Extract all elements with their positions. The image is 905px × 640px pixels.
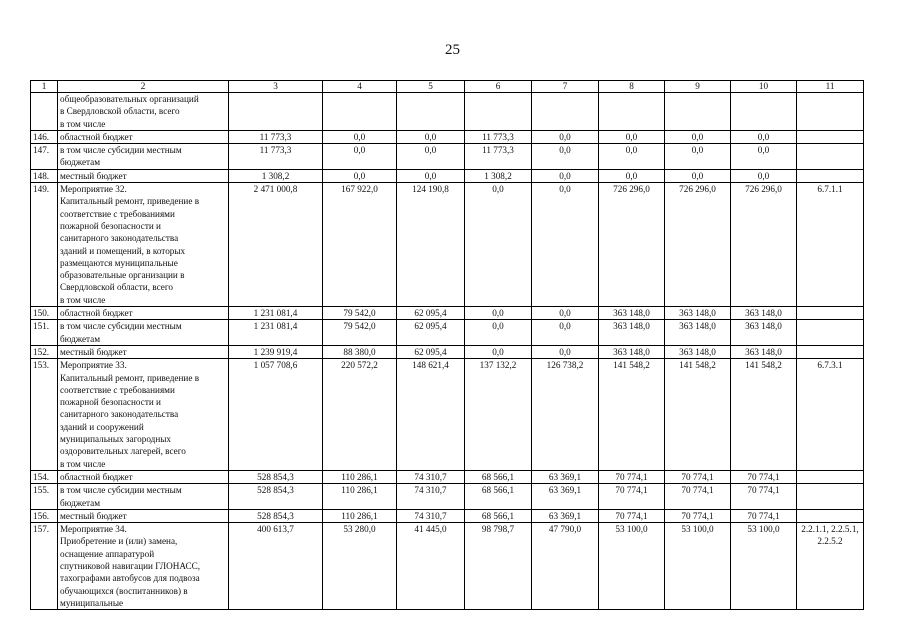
amount-cell: 0,0	[665, 130, 731, 143]
description-line: образовательные организации в	[60, 270, 185, 281]
amount-cell: 68 566,1	[465, 509, 532, 522]
table-row	[31, 509, 864, 522]
amount-cell: 68 566,1	[465, 470, 532, 483]
target-reference	[797, 359, 864, 471]
budget-table	[30, 80, 864, 610]
row-number: 149.	[31, 183, 58, 307]
table-row	[31, 484, 864, 510]
description-line: санитарного законодательства	[60, 233, 179, 244]
row-description	[58, 130, 229, 143]
amount-cell: 0,0	[599, 130, 665, 143]
row-description	[58, 320, 229, 346]
amount-cell: 1 308,2	[465, 169, 532, 182]
amount-cell: 137 132,2	[465, 359, 532, 471]
amount-cell: 74 310,7	[397, 509, 465, 522]
amount-cell: 110 286,1	[323, 470, 397, 483]
description-line: местный бюджет	[60, 170, 127, 181]
amount-cell: 0,0	[465, 307, 532, 320]
description-line: Капитальный ремонт, приведение в	[60, 196, 200, 207]
row-number: 150.	[31, 307, 58, 320]
amount-cell: 2 471 000,8	[229, 183, 323, 307]
amount-cell: 363 148,0	[599, 320, 665, 346]
row-description	[58, 509, 229, 522]
amount-cell: 400 613,7	[229, 523, 323, 610]
description-line: Мероприятие 32.	[60, 184, 127, 195]
description-line: в том числе субсидии местным	[60, 321, 182, 332]
amount-cell	[599, 93, 665, 131]
description-line: муниципальных загородных	[60, 434, 172, 445]
row-description	[58, 359, 229, 471]
table-row	[31, 320, 864, 346]
description-line: Свердловской области, всего	[60, 282, 173, 293]
table-row	[31, 169, 864, 182]
amount-cell: 726 296,0	[665, 183, 731, 307]
row-number: 152.	[31, 345, 58, 358]
amount-cell: 63 369,1	[532, 470, 599, 483]
description-line: Капитальный ремонт, приведение в	[60, 372, 200, 383]
amount-cell: 1 239 919,4	[229, 345, 323, 358]
description-line: Приобретение и (или) замена,	[60, 536, 178, 547]
table-row	[31, 144, 864, 170]
row-description	[58, 169, 229, 182]
description-line: в Свердловской области, всего	[60, 106, 180, 117]
amount-cell: 110 286,1	[323, 509, 397, 522]
description-line: тахографами автобусов для подвоза	[60, 573, 200, 584]
amount-cell: 70 774,1	[731, 484, 797, 510]
description-line: пожарной безопасности и	[60, 220, 161, 231]
amount-cell: 363 148,0	[665, 320, 731, 346]
amount-cell: 167 922,0	[323, 183, 397, 307]
amount-cell: 62 095,4	[397, 345, 465, 358]
amount-cell: 70 774,1	[731, 509, 797, 522]
row-number: 148.	[31, 169, 58, 182]
column-header: 10	[731, 81, 797, 93]
amount-cell: 0,0	[731, 169, 797, 182]
row-number: 147.	[31, 144, 58, 170]
amount-cell: 0,0	[532, 130, 599, 143]
amount-cell: 1 231 081,4	[229, 320, 323, 346]
amount-cell: 141 548,2	[665, 359, 731, 471]
description-line: соответствие с требованиями	[60, 208, 175, 219]
amount-cell: 528 854,3	[229, 470, 323, 483]
amount-cell: 41 445,0	[397, 523, 465, 610]
amount-cell: 363 148,0	[599, 307, 665, 320]
amount-cell: 0,0	[532, 183, 599, 307]
description-line: оснащение аппаратурой	[60, 548, 155, 559]
target-reference	[797, 523, 864, 610]
description-line: оздоровительных лагерей, всего	[60, 446, 186, 457]
amount-cell	[665, 93, 731, 131]
amount-cell: 1 231 081,4	[229, 307, 323, 320]
row-description	[58, 144, 229, 170]
amount-cell: 70 774,1	[599, 509, 665, 522]
amount-cell: 53 100,0	[599, 523, 665, 610]
amount-cell: 53 280,0	[323, 523, 397, 610]
column-header: 9	[665, 81, 731, 93]
amount-cell: 47 790,0	[532, 523, 599, 610]
table-row	[31, 523, 864, 610]
row-description	[58, 183, 229, 307]
amount-cell: 363 148,0	[731, 307, 797, 320]
amount-cell: 79 542,0	[323, 320, 397, 346]
amount-cell: 726 296,0	[599, 183, 665, 307]
amount-cell	[465, 93, 532, 131]
column-header: 4	[323, 81, 397, 93]
description-line: зданий и помещений, в которых	[60, 245, 186, 256]
amount-cell: 363 148,0	[731, 345, 797, 358]
amount-cell: 11 773,3	[465, 130, 532, 143]
description-line: в том числе	[60, 294, 106, 305]
target-reference	[797, 307, 864, 320]
amount-cell: 62 095,4	[397, 307, 465, 320]
column-header: 2	[58, 81, 229, 93]
amount-cell: 53 100,0	[731, 523, 797, 610]
amount-cell: 0,0	[665, 169, 731, 182]
amount-cell: 0,0	[397, 144, 465, 170]
amount-cell: 11 773,3	[229, 130, 323, 143]
description-line: в том числе субсидии местным	[60, 145, 182, 156]
table-row	[31, 307, 864, 320]
description-line: размещаются муниципальные	[60, 257, 178, 268]
amount-cell: 70 774,1	[665, 509, 731, 522]
row-description	[58, 523, 229, 610]
amount-cell: 124 190,8	[397, 183, 465, 307]
description-line: зданий и сооружений	[60, 421, 144, 432]
amount-cell: 62 095,4	[397, 320, 465, 346]
column-header: 5	[397, 81, 465, 93]
amount-cell: 0,0	[323, 130, 397, 143]
amount-cell: 63 369,1	[532, 509, 599, 522]
row-number: 156.	[31, 509, 58, 522]
amount-cell: 70 774,1	[599, 484, 665, 510]
amount-cell: 70 774,1	[665, 484, 731, 510]
table-row	[31, 183, 864, 307]
amount-cell: 11 773,3	[229, 144, 323, 170]
amount-cell: 98 798,7	[465, 523, 532, 610]
target-reference	[797, 345, 864, 358]
description-line: соответствие с требованиями	[60, 384, 175, 395]
amount-cell: 141 548,2	[599, 359, 665, 471]
amount-cell: 0,0	[465, 320, 532, 346]
table-row	[31, 93, 864, 131]
amount-cell: 0,0	[731, 144, 797, 170]
description-line: Мероприятие 34.	[60, 524, 127, 535]
description-line: местный бюджет	[60, 346, 127, 357]
amount-cell: 0,0	[323, 144, 397, 170]
row-number: 151.	[31, 320, 58, 346]
amount-cell	[323, 93, 397, 131]
amount-cell: 53 100,0	[665, 523, 731, 610]
amount-cell: 74 310,7	[397, 470, 465, 483]
amount-cell: 68 566,1	[465, 484, 532, 510]
amount-cell: 0,0	[532, 169, 599, 182]
target-reference	[797, 320, 864, 346]
description-line: бюджетам	[60, 497, 101, 508]
reference-line: 6.7.1.1	[817, 184, 843, 195]
column-header: 11	[797, 81, 864, 93]
description-line: местный бюджет	[60, 510, 127, 521]
amount-cell: 70 774,1	[731, 470, 797, 483]
amount-cell: 363 148,0	[599, 345, 665, 358]
row-description	[58, 307, 229, 320]
description-line: областной бюджет	[60, 131, 133, 142]
amount-cell: 726 296,0	[731, 183, 797, 307]
target-reference	[797, 470, 864, 483]
amount-cell	[397, 93, 465, 131]
amount-cell: 0,0	[397, 169, 465, 182]
amount-cell: 0,0	[599, 144, 665, 170]
amount-cell: 0,0	[599, 169, 665, 182]
target-reference	[797, 484, 864, 510]
description-line: областной бюджет	[60, 471, 133, 482]
amount-cell: 88 380,0	[323, 345, 397, 358]
amount-cell: 148 621,4	[397, 359, 465, 471]
row-number: 146.	[31, 130, 58, 143]
reference-line: 6.7.3.1	[817, 360, 843, 371]
description-line: пожарной безопасности и	[60, 397, 161, 408]
amount-cell: 79 542,0	[323, 307, 397, 320]
column-header: 7	[532, 81, 599, 93]
row-number: 155.	[31, 484, 58, 510]
amount-cell	[532, 93, 599, 131]
table-header-row	[31, 81, 864, 93]
target-reference	[797, 130, 864, 143]
table-row	[31, 470, 864, 483]
description-line: в том числе	[60, 458, 106, 469]
amount-cell: 528 854,3	[229, 484, 323, 510]
amount-cell: 528 854,3	[229, 509, 323, 522]
row-number: 153.	[31, 359, 58, 471]
column-header: 6	[465, 81, 532, 93]
column-header: 1	[31, 81, 58, 93]
amount-cell: 363 148,0	[665, 345, 731, 358]
table-row	[31, 359, 864, 471]
row-number: 157.	[31, 523, 58, 610]
description-line: спутниковой навигации ГЛОНАСС,	[60, 560, 201, 571]
row-description	[58, 345, 229, 358]
row-number: 154.	[31, 470, 58, 483]
target-reference	[797, 509, 864, 522]
description-line: в том числе субсидии местным	[60, 485, 182, 496]
table-row	[31, 130, 864, 143]
row-description	[58, 93, 229, 131]
amount-cell: 141 548,2	[731, 359, 797, 471]
amount-cell: 63 369,1	[532, 484, 599, 510]
column-header: 8	[599, 81, 665, 93]
description-line: бюджетам	[60, 333, 101, 344]
description-line: обучающихся (воспитанников) в	[60, 585, 188, 596]
amount-cell: 1 057 708,6	[229, 359, 323, 471]
amount-cell: 0,0	[532, 144, 599, 170]
amount-cell: 363 148,0	[731, 320, 797, 346]
amount-cell: 70 774,1	[665, 470, 731, 483]
amount-cell	[731, 93, 797, 131]
amount-cell: 0,0	[397, 130, 465, 143]
row-number	[31, 93, 58, 131]
amount-cell: 0,0	[532, 307, 599, 320]
table-row	[31, 345, 864, 358]
column-header: 3	[229, 81, 323, 93]
reference-line: 2.2.1.1, 2.2.5.1,	[801, 524, 859, 535]
description-line: муниципальные	[60, 597, 124, 608]
amount-cell: 110 286,1	[323, 484, 397, 510]
amount-cell: 11 773,3	[465, 144, 532, 170]
description-line: Мероприятие 33.	[60, 360, 127, 371]
page-number: 25	[445, 42, 460, 58]
description-line: в том числе	[60, 118, 106, 129]
description-line: бюджетам	[60, 157, 101, 168]
reference-line: 2.2.5.2	[817, 536, 843, 547]
amount-cell: 70 774,1	[599, 470, 665, 483]
amount-cell: 0,0	[465, 183, 532, 307]
amount-cell: 126 738,2	[532, 359, 599, 471]
description-line: санитарного законодательства	[60, 409, 179, 420]
amount-cell: 0,0	[532, 320, 599, 346]
description-line: общеобразовательных организаций	[60, 94, 199, 104]
amount-cell: 0,0	[323, 169, 397, 182]
table-body	[31, 81, 864, 610]
row-description	[58, 484, 229, 510]
amount-cell	[229, 93, 323, 131]
description-line: областной бюджет	[60, 308, 133, 319]
amount-cell: 220 572,2	[323, 359, 397, 471]
amount-cell: 1 308,2	[229, 169, 323, 182]
amount-cell: 0,0	[731, 130, 797, 143]
amount-cell: 0,0	[532, 345, 599, 358]
amount-cell: 0,0	[465, 345, 532, 358]
target-reference	[797, 183, 864, 307]
amount-cell: 0,0	[665, 144, 731, 170]
target-reference	[797, 93, 864, 131]
row-description	[58, 470, 229, 483]
amount-cell: 363 148,0	[665, 307, 731, 320]
target-reference	[797, 169, 864, 182]
target-reference	[797, 144, 864, 170]
amount-cell: 74 310,7	[397, 484, 465, 510]
